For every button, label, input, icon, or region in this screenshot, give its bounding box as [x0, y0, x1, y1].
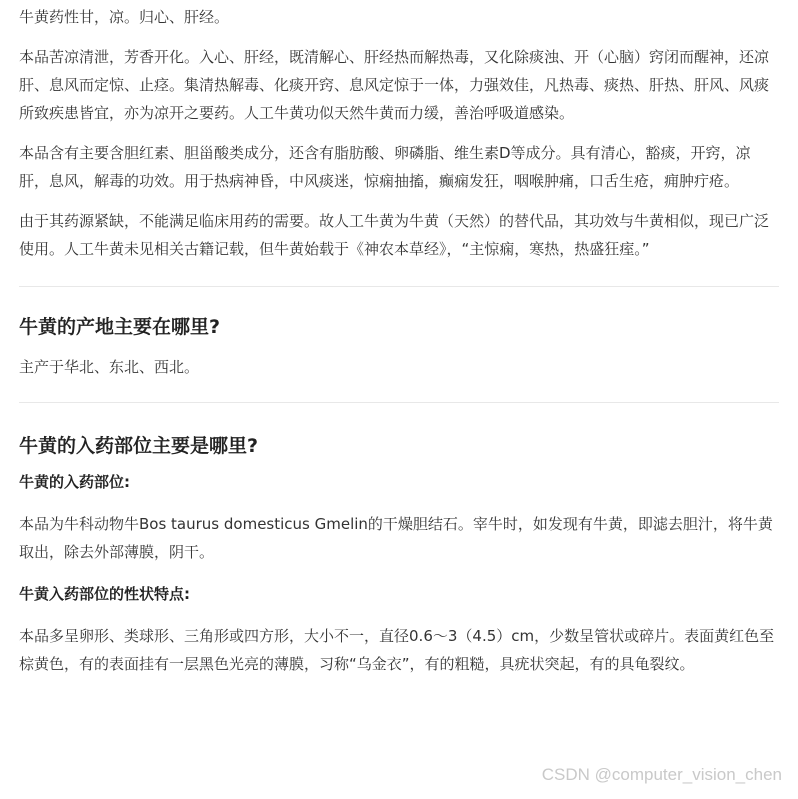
section-divider — [19, 402, 779, 403]
heading-origin: 牛黄的产地主要在哪里? — [19, 316, 221, 338]
subheading-characteristics: 牛黄入药部位的性状特点: — [19, 585, 190, 603]
paragraph-medicinal-part: 本品为牛科动物牛Bos taurus domesticus Gmelin的干燥胆结石。宰牛时，如发现有牛黄，即滤去胆汁，将牛黄取出，除去外部薄膜，阴干。 — [19, 515, 773, 561]
csdn-watermark: CSDN @computer_vision_chen — [541, 765, 782, 784]
paragraph-artificial: 由于其药源紧缺，不能满足临床用药的需要。故人工牛黄为牛黄（天然）的替代品，其功效与牛黄相似，现已广泛使用。人工牛黄未见相关古籍记载，但牛黄始载于《神农本草经》，“主惊痫，寒热，热盛狂痓。” — [19, 212, 770, 258]
paragraph-effects: 本品苦凉清泄，芳香开化。入心、肝经，既清解心、肝经热而解热毒，又化除痰浊、开（心脑）窍闭而醒神，还凉肝、息风而定惊、止痉。集清热解毒、化痰开窍、息风定惊于一体，力强效佳，凡热毒、痰热、肝热、肝风、风痰所致疾患皆宜，亦为凉开之要药。人工牛黄功似天然牛黄而力缓，善治呼吸道感染。 — [19, 48, 770, 122]
section-divider — [19, 286, 779, 287]
article-content — [19, 0, 779, 690]
paragraph-properties: 牛黄药性甘，凉。归心、肝经。 — [19, 8, 230, 26]
paragraph-characteristics: 本品多呈卵形、类球形、三角形或四方形，大小不一，直径0.6～3（4.5）cm，少数呈管状或碎片。表面黄红色至棕黄色，有的表面挂有一层黑色光亮的薄膜，习称“乌金衣”，有的粗糙，具疣状突起，有的具龟裂纹。 — [19, 627, 775, 673]
paragraph-origin: 主产于华北、东北、西北。 — [19, 358, 200, 376]
paragraph-components: 本品含有主要含胆红素、胆甾酸类成分，还含有脂肪酸、卵磷脂、维生素D等成分。具有清心，豁痰，开窍，凉肝，息风，解毒的功效。用于热病神昏，中风痰迷，惊痫抽搐，癫痫发狂，咽喉肿痛，口舌生疮，痈肿疔疮。 — [19, 144, 751, 190]
subheading-medicinal-part: 牛黄的入药部位: — [19, 473, 130, 491]
heading-medicinal-part: 牛黄的入药部位主要是哪里? — [19, 435, 259, 457]
